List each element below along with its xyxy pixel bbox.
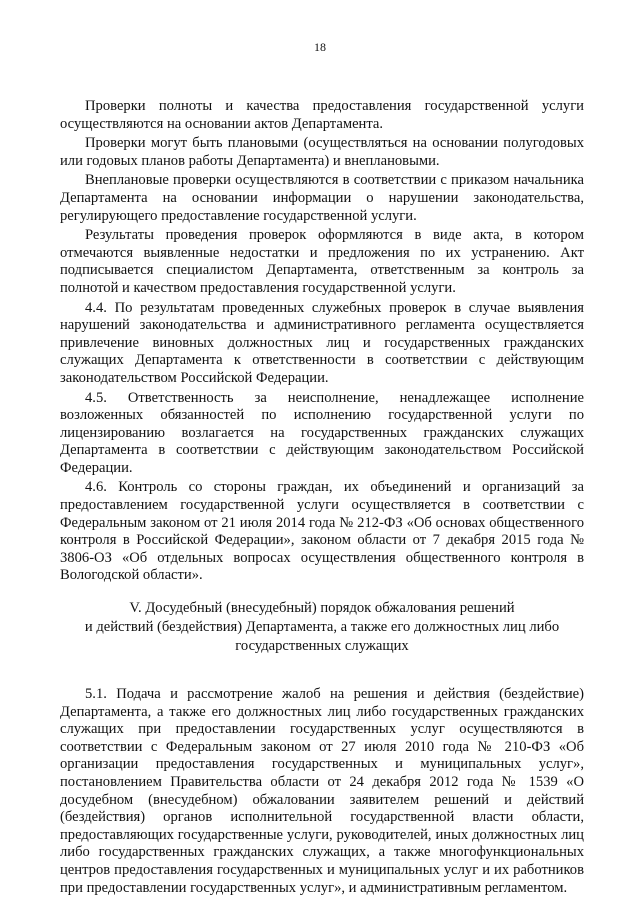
paragraph-4-6: 4.6. Контроль со стороны граждан, их объединений и организаций за предоставлением государственной услуги осуществляется в соответствии с Федеральным законом от 21 июля 2014 года № 212-ФЗ «Об основах общественного контроля в Российской Федерации», законом области от 7 декабря 2015 года № 3806-ОЗ «Об отдельных вопросах осуществления общественного контроля в Вологодской области». (60, 479, 584, 584)
paragraph-4-4: 4.4. По результатам проведенных служебных проверок в случае выявления нарушений законодательства и административного регламента осуществляется привлечение виновных должностных лиц и государственных гражданских служащих Департамента к ответственности в соответствии с действующим законодательством Российской Федерации. (60, 299, 584, 386)
paragraph-5-1: 5.1. Подача и рассмотрение жалоб на решения и действия (бездействие) Департамента, а также его должностных лиц либо государственных гражданских служащих при предоставлении государственных услуг осуществляются в соответствии с Федеральным законом от 27 июля 2010 года № 210-ФЗ «Об организации предоставления государственных и муниципальных услуг», постановлением Правительства области от 24 декабря 2012 года № 1539 «О досудебном (внесудебном) обжаловании заявителем решений и действий (бездействия) органов исполнительной государственной власти области, предоставляющих государственные услуги, руководителей, иных должностных лиц либо государственных гражданских служащих, а также многофункциональных центров предоставления государственных и муниципальных услуг и их работников при предоставлении государственных услуг», и административным регламентом. (60, 686, 584, 896)
section-heading (60, 599, 584, 656)
document-body (60, 98, 584, 899)
page-number: 18 (314, 40, 326, 54)
paragraph: Проверки полноты и качества предоставления государственной услуги осуществляются на основании актов Департамента. (60, 98, 584, 132)
section-heading-line: V. Досудебный (внесудебный) порядок обжалования решений (129, 600, 515, 617)
paragraph: Внеплановые проверки осуществляются в соответствии с приказом начальника Департамента на основании информации о нарушении законодательства, регулирующего предоставление государственной услуги. (60, 172, 584, 224)
paragraph-4-5: 4.5. Ответственность за неисполнение, ненадлежащее исполнение возложенных обязанностей по исполнению государственной услуги по лицензированию возлагается на государственных гражданских служащих Департамента в соответствии с действующим законодательством Российской Федерации. (60, 389, 584, 476)
section-heading-line: государственных служащих (235, 638, 409, 655)
section-heading-line: и действий (бездействия) Департамента, а также его должностных лиц либо (84, 619, 560, 636)
paragraph: Проверки могут быть плановыми (осуществляться на основании полугодовых или годовых планов работы Департамента) и внеплановыми. (60, 135, 584, 169)
paragraph: Результаты проведения проверок оформляются в виде акта, в котором отмечаются выявленные недостатки и предложения по их устранению. Акт подписывается специалистом Департамента, ответственным за контроль за полнотой и качеством предоставления государственной услуги. (60, 227, 584, 296)
